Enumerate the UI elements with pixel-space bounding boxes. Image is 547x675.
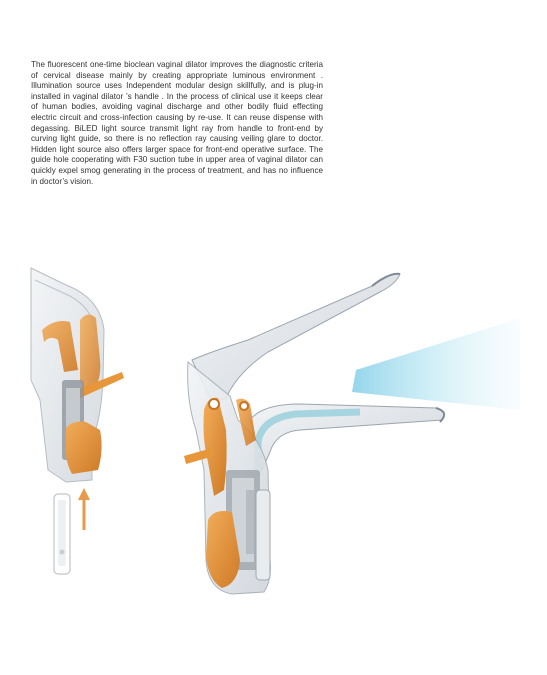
assembled-dilator: [184, 274, 520, 594]
exploded-view: [31, 268, 124, 574]
description-paragraph: The fluorescent one-time bioclean vaginal dilator improves the diagnostic criteria of cervical disease mainly by creating appropriate luminous environment . Illumination source uses Independent modular design skillfully, and is plug-in installed in vaginal dilator ’s handle . In the process of clinical use it keeps clear of human bodies, avoiding vaginal discharge and other bodily fluid effecting electric circuit and cross-infection causing by re-use. It can reuse dispense with degassing. BiLED light source transmit light ray from handle to front-end by curving light guide, so there is no reflection ray causing veiling glare to doctor. Hidden light source also offers larger space for front-end operative surface. The guide hole cooperating with F30 suction tube in upper area of vaginal dilator can quickly expel smog generating in the process of treatment, and has no influence in doctor’s vision.: [31, 60, 323, 186]
light-beam: [352, 318, 520, 410]
